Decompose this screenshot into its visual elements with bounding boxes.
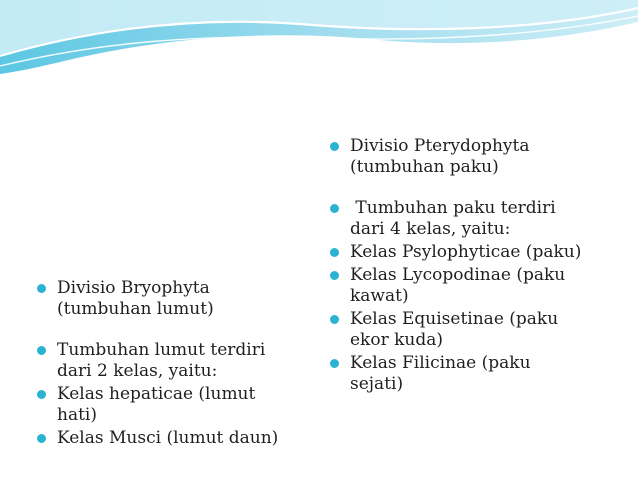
bullet-dot-icon: [37, 284, 46, 293]
bullet-text: kawat): [350, 286, 409, 306]
bullet-divisio-pterydophyta: [330, 136, 605, 178]
bullet-text: (tumbuhan paku): [350, 157, 499, 177]
bullet-text: Tumbuhan lumut terdiri: [57, 340, 266, 360]
bullet-text: Tumbuhan paku terdiri: [350, 198, 556, 218]
bullet-dot-icon: [330, 359, 339, 368]
bullet-kelas-hepaticae: [37, 384, 307, 426]
bullet-dot-icon: [330, 142, 339, 151]
bullet-text: Divisio Pterydophyta: [350, 136, 530, 156]
bullet-dot-icon: [37, 346, 46, 355]
bullet-text: hati): [57, 405, 97, 425]
bullet-kelas-equisetinae: [330, 309, 605, 351]
bullet-dot-icon: [330, 315, 339, 324]
bullet-divisio-bryophyta: [37, 278, 307, 320]
bullet-text: Kelas hepaticae (lumut: [57, 384, 256, 404]
bullet-kelas-filicinae: [330, 353, 605, 395]
bullet-tumbuhan-paku: [330, 198, 605, 240]
bullet-text: dari 4 kelas, yaitu:: [350, 219, 511, 239]
bullet-kelas-lycopodinae: [330, 265, 605, 307]
bullet-text: Divisio Bryophyta: [57, 278, 210, 298]
bullet-kelas-psylophyticae: [330, 242, 605, 263]
header-wave-decoration: [0, 0, 638, 80]
bullet-text: Kelas Filicinae (paku: [350, 353, 531, 373]
bullet-dot-icon: [330, 271, 339, 280]
right-bullet-list: [330, 136, 605, 395]
bullet-text: ekor kuda): [350, 330, 444, 350]
bullet-dot-icon: [330, 204, 339, 213]
bullet-text: (tumbuhan lumut): [57, 299, 214, 319]
bullet-dot-icon: [37, 434, 46, 443]
bullet-tumbuhan-lumut: [37, 340, 307, 382]
bullet-text: Kelas Musci (lumut daun): [57, 428, 279, 448]
bullet-dot-icon: [330, 248, 339, 257]
bullet-kelas-musci: [37, 428, 307, 449]
bullet-text: dari 2 kelas, yaitu:: [57, 361, 218, 381]
bullet-dot-icon: [37, 390, 46, 399]
bullet-text: sejati): [350, 374, 404, 394]
left-bullet-list: [37, 278, 307, 449]
bullet-text: Kelas Psylophyticae (paku): [350, 242, 582, 262]
bullet-text: Kelas Lycopodinae (paku: [350, 265, 566, 285]
bullet-text: Kelas Equisetinae (paku: [350, 309, 559, 329]
